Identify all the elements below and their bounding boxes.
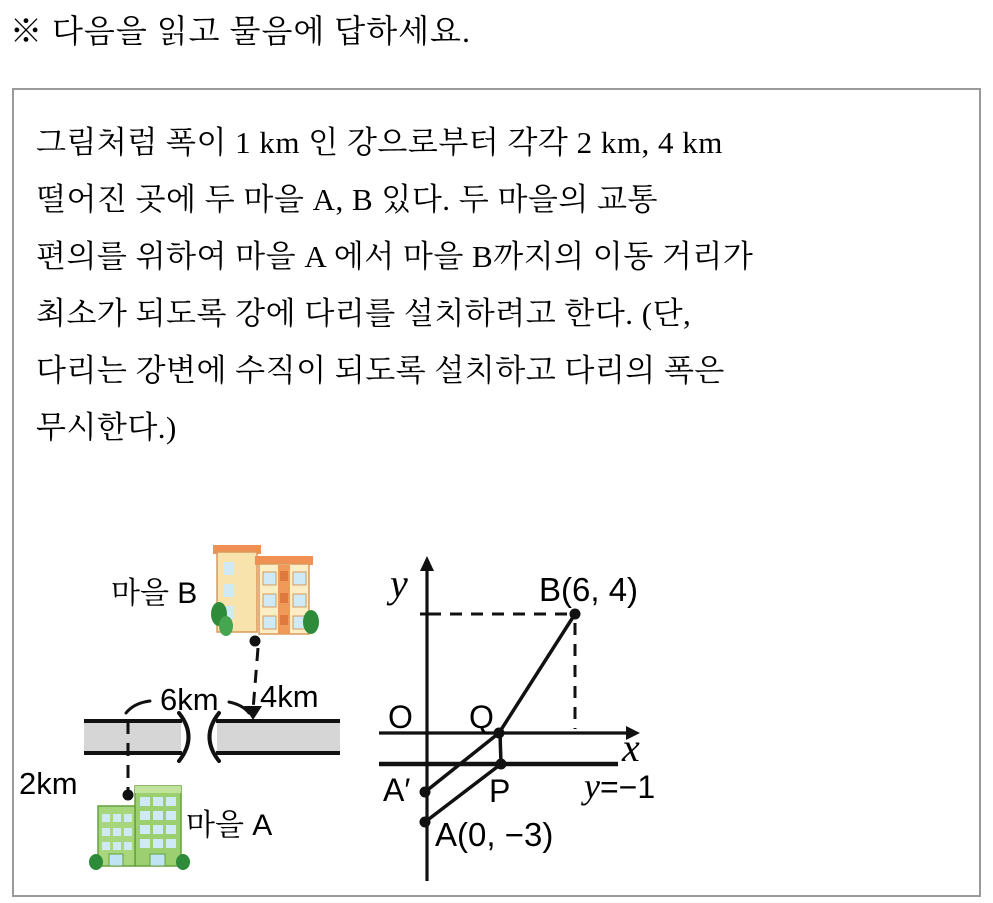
- point-a-prime: [420, 787, 431, 798]
- instruction-text: ※ 다음을 읽고 물음에 답하세요.: [10, 13, 471, 49]
- door: [150, 854, 165, 866]
- problem-statement: [36, 114, 966, 456]
- river-line-label: y=−1: [584, 766, 656, 806]
- point-a-label: A(0, −3): [435, 816, 554, 853]
- segment-q-b: [499, 614, 575, 733]
- village-a-label: 마을 A: [186, 809, 273, 842]
- origin-label: O: [388, 699, 413, 735]
- village-b-point: [250, 636, 261, 647]
- leader-6km-left: [126, 701, 150, 713]
- river: [84, 712, 340, 763]
- bush: [89, 854, 103, 870]
- window: [280, 571, 288, 581]
- door: [109, 854, 123, 866]
- distance-6km-label: 6km: [160, 682, 219, 717]
- window: [223, 562, 234, 575]
- projection-dashes: [429, 614, 575, 729]
- tree: [219, 616, 233, 636]
- distance-4km-label: 4km: [260, 679, 319, 714]
- point-p-label: P: [489, 773, 511, 809]
- problem-line-3: 편의를 위하여 마을 A 에서 마을 B까지의 이동 거리가: [36, 239, 754, 274]
- y-axis-label: y: [390, 561, 408, 606]
- window: [293, 572, 306, 585]
- window: [263, 572, 276, 585]
- x-axis-label: x: [622, 725, 640, 770]
- problem-line-2: 떨어진 곳에 두 마을 A, B 있다. 두 마을의 교통: [36, 182, 658, 217]
- village-b-building: [211, 545, 319, 636]
- distance-2km-label: 2km: [19, 766, 78, 801]
- village-a-windows-left: [102, 814, 132, 850]
- river-break-gap: [181, 712, 217, 763]
- point-a: [420, 817, 431, 828]
- tree: [303, 610, 319, 634]
- coordinate-graph: [374, 545, 726, 891]
- village-a-point: [123, 790, 134, 801]
- window: [263, 616, 276, 629]
- window: [223, 584, 234, 597]
- window: [263, 594, 276, 607]
- problem-line-4: 최소가 되도록 강에 다리를 설치하려고 한다. (단,: [36, 296, 692, 331]
- window: [293, 594, 306, 607]
- point-q: [494, 728, 505, 739]
- village-b-label: 마을 B: [111, 577, 198, 610]
- point-b: [570, 609, 581, 620]
- problem-line-6: 무시한다.): [36, 410, 177, 445]
- point-p: [496, 759, 507, 770]
- village-b-perpendicular-dashed: [253, 648, 258, 710]
- problem-line-1: 그림처럼 폭이 1 km 인 강으로부터 각각 2 km, 4 km: [36, 125, 723, 160]
- problem-box: [12, 88, 981, 897]
- village-a-roofband: [135, 786, 181, 793]
- village-a-building: [89, 786, 190, 870]
- problem-line-5: 다리는 강변에 수직이 되도록 설치하고 다리의 폭은: [36, 353, 725, 388]
- point-q-label: Q: [469, 699, 494, 735]
- y-axis-arrow: [420, 556, 434, 571]
- window: [280, 615, 288, 625]
- river-villages-illustration: [14, 538, 362, 876]
- point-b-label: B(6, 4): [539, 571, 639, 608]
- bush: [176, 854, 190, 870]
- point-a-prime-label: A′: [383, 772, 411, 808]
- window: [280, 593, 288, 603]
